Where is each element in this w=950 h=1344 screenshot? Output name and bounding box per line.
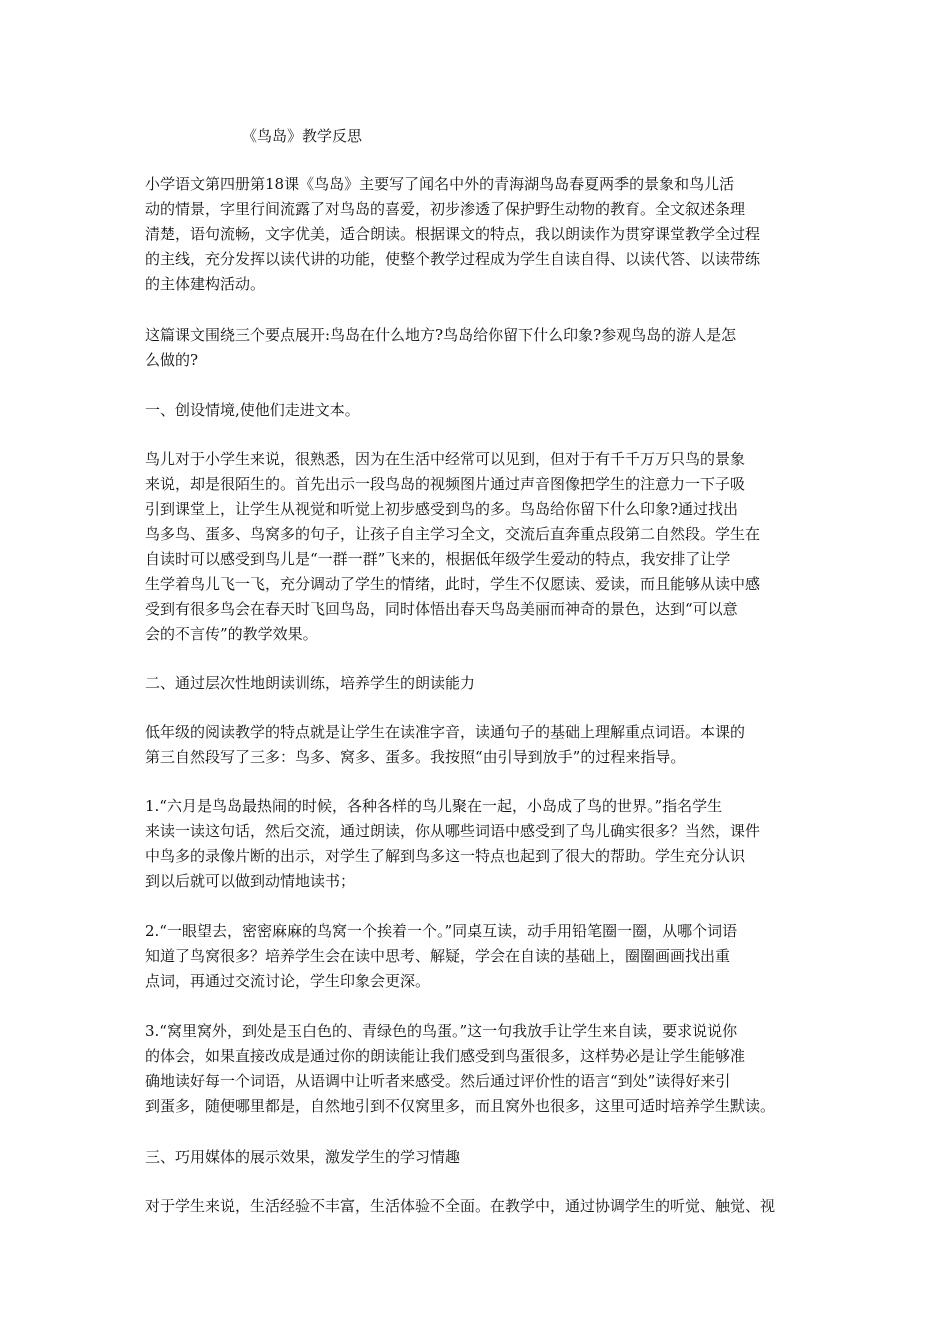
text-line: 来读一读这句话，然后交流，通过朗读，你从哪些词语中感受到了鸟儿确实很多？当然，课件	[145, 822, 761, 840]
text-line: 中鸟多的录像片断的出示，对学生了解到鸟多这一特点也起到了很大的帮助。学生充分认识	[145, 847, 746, 865]
section-heading-3	[145, 1145, 815, 1170]
paragraph-key-points	[145, 323, 815, 373]
text-line: 鸟多鸟、蛋多、鸟窝多的句子，让孩子自主学习全文，交流后直奔重点段第二自然段。学生在	[145, 525, 761, 543]
document-title: 《鸟岛》教学反思	[242, 127, 363, 145]
text-line: 生学着鸟儿飞一飞，充分调动了学生的情绪，此时，学生不仅愿读、爱读，而且能够从读中感	[145, 575, 761, 593]
text-line: 3.“窝里窝外，到处是玉白色的、青绿色的鸟蛋。”这一句我放手让学生来自读，要求说说你	[145, 1022, 738, 1040]
text-line: 么做的?	[145, 351, 199, 369]
text-line: 1.“六月是鸟岛最热闹的时候，各种各样的鸟儿聚在一起，小岛成了鸟的世界。”指名学生	[145, 797, 723, 815]
text-line: 三、巧用媒体的展示效果，激发学生的学习情趣	[145, 1148, 461, 1166]
text-line: 受到有很多鸟会在春天时飞回鸟岛，同时体悟出春天鸟岛美丽而神奇的景色，达到“可以意	[145, 600, 738, 618]
text-line: 确地读好每一个词语，从语调中让听者来感受。然后通过评价性的语言“到处”读得好来引	[145, 1072, 731, 1090]
text-line: 一、创设情境,使他们走进文本。	[145, 401, 360, 419]
paragraph-intro	[145, 172, 815, 297]
text-line: 到以后就可以做到动情地读书；	[145, 872, 356, 890]
text-line: 自读时可以感受到鸟儿是“一群一群”飞来的，根据低年级学生爱动的特点，我安排了让学	[145, 550, 731, 568]
paragraph-section-3	[145, 1194, 815, 1219]
text-line: 的主体建构活动。	[145, 275, 266, 293]
paragraph-section-2	[145, 720, 815, 770]
list-item-1	[145, 794, 815, 894]
text-line: 低年级的阅读教学的特点就是让学生在读准字音，读通句子的基础上理解重点词语。本课的	[145, 723, 746, 741]
text-line: 点词，再通过交流讨论，学生印象会更深。	[145, 972, 431, 990]
text-line: 第三自然段写了三多：鸟多、窝多、蛋多。我按照“由引导到放手”的过程来指导。	[145, 748, 686, 766]
text-line: 来说，却是很陌生的。首先出示一段鸟岛的视频图片通过声音图像把学生的注意力一下子吸	[145, 475, 746, 493]
text-line: 二、通过层次性地朗读训练，培养学生的朗读能力	[145, 674, 476, 692]
text-line: 对于学生来说，生活经验不丰富，生活体验不全面。在教学中，通过协调学生的听觉、触觉、视	[145, 1197, 776, 1215]
list-item-3	[145, 1019, 815, 1119]
section-heading-2	[145, 671, 815, 696]
list-item-2	[145, 919, 815, 994]
text-line: 到蛋多，随便哪里都是，自然地引到不仅窝里多，而且窝外也很多，这里可适时培养学生默读。	[145, 1097, 776, 1115]
paragraph-section-1	[145, 447, 815, 647]
text-line: 清楚，语句流畅，文字优美，适合朗读。根据课文的特点，我以朗读作为贯穿课堂教学全过程	[145, 225, 761, 243]
text-line: 的主线，充分发挥以读代讲的功能，使整个教学过程成为学生自读自得、以读代答、以读带练	[145, 250, 761, 268]
text-line: 这篇课文围绕三个要点展开:鸟岛在什么地方?鸟岛给你留下什么印象?参观鸟岛的游人是怎	[145, 326, 737, 344]
text-line: 2.“一眼望去，密密麻麻的鸟窝一个挨着一个。”同桌互读，动手用铅笔圈一圈，从哪个词语	[145, 922, 738, 940]
text-line: 会的不言传”的教学效果。	[145, 625, 318, 643]
text-line: 鸟儿对于小学生来说，很熟悉，因为在生活中经常可以见到，但对于有千千万万只鸟的景象	[145, 450, 746, 468]
text-line: 动的情景，字里行间流露了对鸟岛的喜爱，初步渗透了保护野生动物的教育。全文叙述条理	[145, 200, 746, 218]
text-line: 知道了鸟窝很多？培养学生会在读中思考、解疑，学会在自读的基础上，圈圈画画找出重	[145, 947, 731, 965]
text-line: 的体会，如果直接改成是通过你的朗读能让我们感受到鸟蛋很多，这样势必是让学生能够准	[145, 1047, 746, 1065]
text-line: 小学语文第四册第18课《鸟岛》主要写了闻名中外的青海湖鸟岛春夏两季的景象和鸟儿活	[145, 175, 735, 193]
section-heading-1	[145, 398, 815, 423]
text-line: 引到课堂上，让学生从视觉和听觉上初步感受到鸟的多。鸟岛给你留下什么印象?通过找出	[145, 500, 739, 518]
